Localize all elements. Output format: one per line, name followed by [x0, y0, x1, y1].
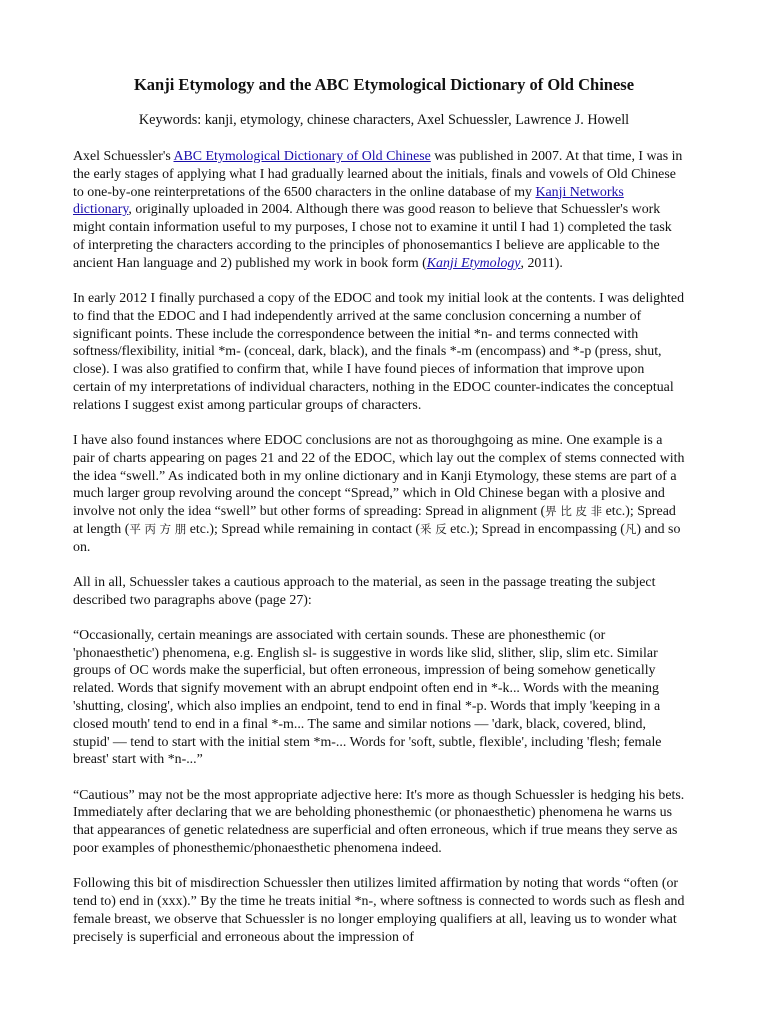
document-body	[73, 148, 685, 964]
paragraph-1-text-a: Axel Schuessler's	[73, 149, 174, 164]
keywords-line: Keywords: kanji, etymology, chinese characters, Axel Schuessler, Lawrence J. Howell	[138, 112, 630, 128]
paragraph-1-text-b: was published in 2007. At that time, I was in the early stages of applying what I had gradually learned about the initials, finals and vowels of Old Chinese to one-by-one reinterpretations of the 6500 characters in the online database of my	[73, 149, 683, 200]
paragraph-1-text-c: , originally uploaded in 2004. Although there was good reason to believe that Schuessler's work might contain information useful to my purposes, I chose not to examine it until I had 1) completed the task of interpreting the characters according to the principles of phonosemantics I believe are applicable to the ancient Han language and 2) published my work in book form (	[73, 202, 672, 271]
paragraph-6: “Cautious” may not be the most appropriate adjective here: It's more as though Schuessler is hedging his bets. Immediately after declaring that we are beholding phonesthemic (or phonaesthetic) phenomena he warns us that appearances of genetic relatedness are superficial and often erroneous, which if true means they serve as poor examples of phonesthemic/phonaesthetic phenomena indeed.	[73, 787, 685, 857]
cjk-characters-length: 平 丙 方 朋	[129, 521, 187, 536]
document-title: Kanji Etymology and the ABC Etymological Dictionary of Old Chinese	[133, 75, 635, 94]
kanji-etymology-link[interactable]: Kanji Etymology	[426, 255, 521, 271]
cjk-characters-contact: 釆 反	[420, 521, 447, 536]
paragraph-3	[73, 432, 685, 557]
paragraph-4: All in all, Schuessler takes a cautious approach to the material, as seen in the passage treating the subject described two paragraphs above (page 27):	[73, 574, 656, 608]
paragraph-3-text-d: etc.); Spread in encompassing (	[446, 521, 625, 537]
quote-paragraph: “Occasionally, certain meanings are associated with certain sounds. These are phonesthemic (or 'phonaesthetic') phenomena, e.g. English sl- is suggestive in words like slid, slither, slip, slim etc. Similar groups of OC words make the superficial, but often erroneous, impression of being somehow genetically related. Words that signify movement with an abrupt endpoint often end in *-k... Words with the meaning 'shutting, closing', which also implies an endpoint, tend to end in final *-p. Words that imply 'keeping in a closed mouth' tend to end in a final *-m... The same and similar notions — 'dark, black, covered, blind, stupid' — tend to start with the initial stem *m-... Words for 'soft, subtle, flexible', including 'flesh; female breast' start with *n-...”	[73, 627, 662, 768]
paragraph-1	[73, 148, 685, 273]
paragraph-3-text-e: ) and so on.	[73, 521, 681, 555]
paragraph-2: In early 2012 I finally purchased a copy of the EDOC and took my initial look at the contents. I was delighted to find that the EDOC and I had independently arrived at the same conclusion concerning a number of significant points. These include the correspondence between the initial *n- and terms connected with softness/flexibility, initial *m- (conceal, dark, black), and the finals *-m (encompass) and *-p (press, shut, close). I was also gratified to confirm that, while I have found pieces of information that improve upon certain of my interpretations of individual characters, nothing in the EDOC counter-indicates the conceptual relations I suggest exist among particular groups of characters.	[73, 290, 685, 413]
cjk-characters-encompassing: 凡	[624, 521, 637, 536]
paragraph-1-text-d: , 2011).	[520, 255, 563, 271]
paragraph-3-text-c: etc.); Spread while remaining in contact (	[186, 521, 421, 537]
cjk-characters-alignment: 畀 比 皮 非	[545, 504, 603, 519]
edoc-link[interactable]: ABC Etymological Dictionary of Old Chinese	[173, 149, 431, 164]
paragraph-7: Following this bit of misdirection Schuessler then utilizes limited affirmation by noting that words “often (or tend to) end in (xxx).” By the time he treats initial *n-, where softness is connected to words such as flesh and female breast, we observe that Schuessler is no longer employing qualifiers at all, leaving us to wonder what precisely is superficial and erroneous about the impression of	[73, 876, 685, 945]
paragraph-3-text-a: I have also found instances where EDOC conclusions are not as thoroughgoing as mine. One example is a pair of charts appearing on pages 21 and 22 of the EDOC, which lay out the complex of stems connected with the idea “swell.” As indicated both in my online dictionary and in Kanji Etymology, these stems are part of a much larger group revolving around the concept “Spread,” which in Old Chinese began with a plosive and involve not only the idea “swell” but other forms of spreading: Spread in alignment (	[73, 432, 685, 520]
paragraph-3-text-b: etc.); Spread at length (	[73, 504, 676, 537]
kanji-networks-link[interactable]: Kanji Networks dictionary	[73, 184, 624, 218]
